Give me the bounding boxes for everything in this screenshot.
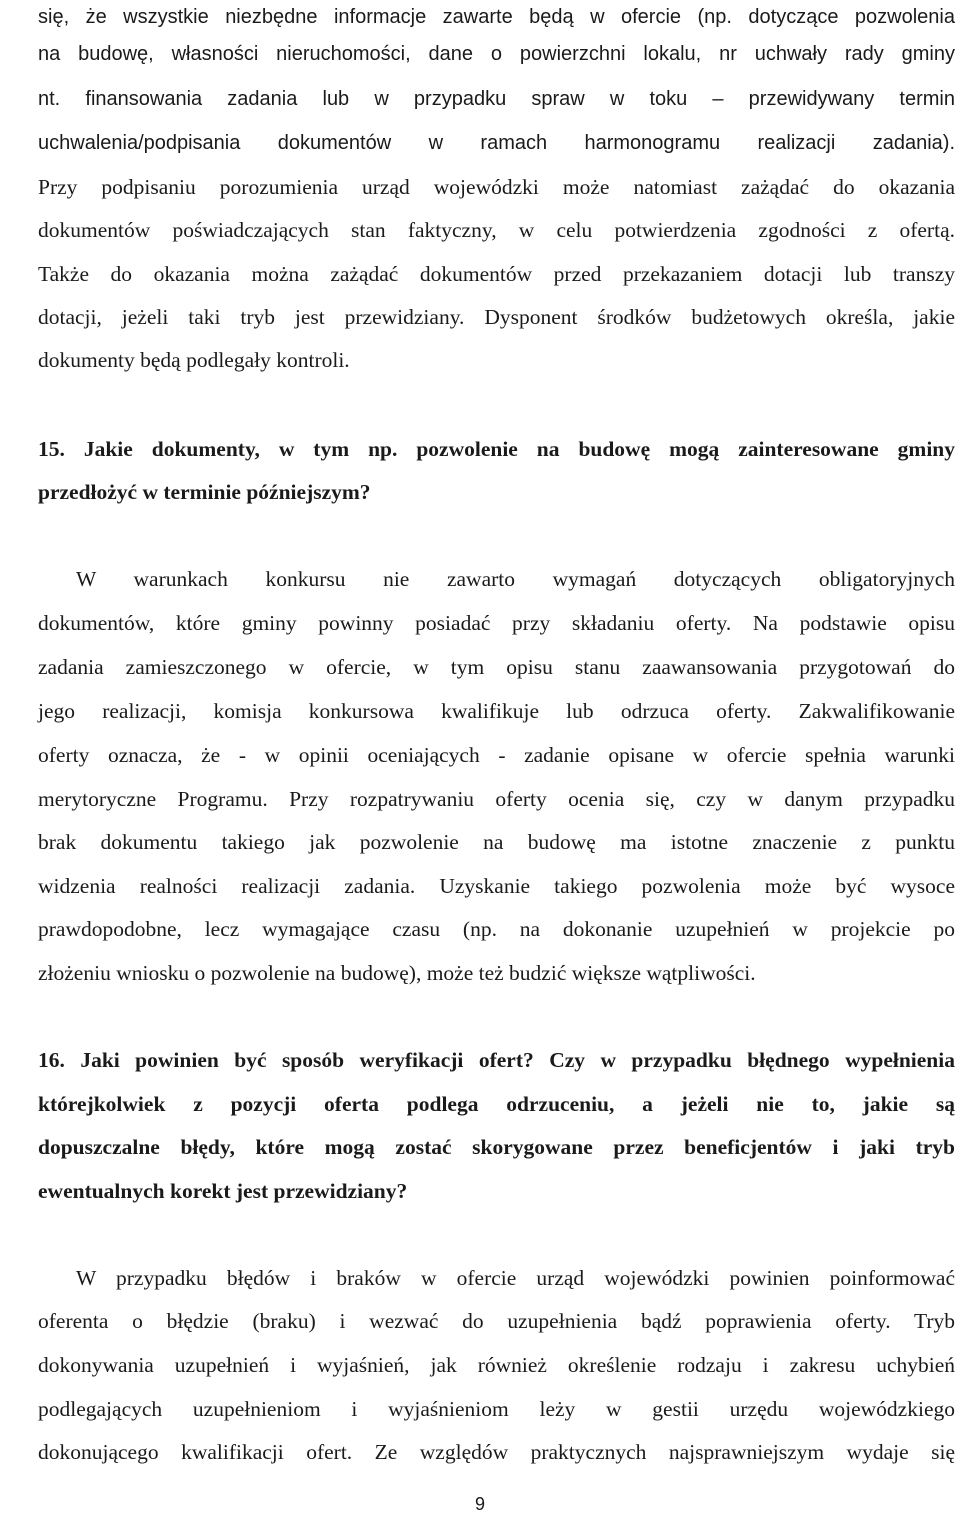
heading-line: przedłożyć w terminie późniejszym? bbox=[38, 480, 371, 504]
text-line: podlegających uzupełnieniom i wyjaśnieniom leży w gestii urzędu wojewódzkiego bbox=[38, 1397, 955, 1421]
page-number: 9 bbox=[474, 1494, 485, 1514]
heading-line: ewentualnych korekt jest przewidziany? bbox=[38, 1179, 408, 1203]
text-line: merytoryczne Programu. Przy rozpatrywaniu oferty ocenia się, czy w danym przypadku bbox=[38, 787, 955, 811]
heading-line: którejkolwiek z pozycji oferta podlega odrzuceniu, a jeżeli nie to, jakie są bbox=[38, 1092, 955, 1116]
text-line: dokonywania uzupełnień i wyjaśnień, jak również określenie rodzaju i zakresu uchybień bbox=[38, 1353, 955, 1377]
heading-line: dopuszczalne błędy, które mogą zostać skorygowane przez beneficjentów i jaki tryb bbox=[38, 1135, 955, 1159]
text-line: zadania zamieszczonego w ofercie, w tym opisu stanu zaawansowania przygotowań do bbox=[38, 655, 955, 679]
text-line: dokumentów, które gminy powinny posiadać przy składaniu oferty. Na podstawie opisu bbox=[38, 611, 955, 635]
text-line: W warunkach konkursu nie zawarto wymagań dotyczących obligatoryjnych bbox=[76, 567, 955, 591]
text-line: prawdopodobne, lecz wymagające czasu (np. na dokonanie uzupełnień w projekcie po bbox=[38, 917, 955, 941]
text-line: się, że wszystkie niezbędne informacje zawarte będą w ofercie (np. dotyczące pozwolenia bbox=[38, 6, 955, 28]
text-line: dotacji, jeżeli taki tryb jest przewidziany. Dysponent środków budżetowych określa, jakie bbox=[38, 305, 955, 329]
text-line: dokumentów poświadczających stan faktyczny, w celu potwierdzenia zgodności z ofertą. bbox=[38, 218, 955, 242]
text-line: widzenia realności realizacji zadania. Uzyskanie takiego pozwolenia może być wysoce bbox=[38, 874, 955, 898]
text-line: złożeniu wniosku o pozwolenie na budowę), może też budzić większe wątpliwości. bbox=[38, 961, 756, 985]
text-line: oferenta o błędzie (braku) i wezwać do uzupełnienia bądź poprawienia oferty. Tryb bbox=[38, 1309, 955, 1333]
text-line: brak dokumentu takiego jak pozwolenie na budowę ma istotne znaczenie z punktu bbox=[38, 830, 955, 854]
heading-line: 16. Jaki powinien być sposób weryfikacji ofert? Czy w przypadku błędnego wypełnienia bbox=[38, 1048, 955, 1072]
text-line: dokonującego kwalifikacji ofert. Ze względów praktycznych najsprawniejszym wydaje się bbox=[38, 1440, 955, 1464]
text-line: jego realizacji, komisja konkursowa kwalifikuje lub odrzuca oferty. Zakwalifikowanie bbox=[38, 699, 955, 723]
text-line: oferty oznacza, że - w opinii oceniających - zadanie opisane w ofercie spełnia warunki bbox=[38, 743, 955, 767]
text-line: na budowę, własności nieruchomości, dane o powierzchni lokalu, nr uchwały rady gminy bbox=[38, 43, 955, 65]
text-line: Przy podpisaniu porozumienia urząd wojewódzki może natomiast zażądać do okazania bbox=[38, 175, 955, 199]
text-line: W przypadku błędów i braków w ofercie urząd wojewódzki powinien poinformować bbox=[76, 1266, 955, 1290]
text-line: uchwalenia/podpisania dokumentów w ramach harmonogramu realizacji zadania). bbox=[38, 132, 955, 154]
text-line: dokumenty będą podlegały kontroli. bbox=[38, 348, 350, 372]
text-line: Także do okazania można zażądać dokumentów przed przekazaniem dotacji lub transzy bbox=[38, 262, 955, 286]
heading-line: 15. Jakie dokumenty, w tym np. pozwolenie na budowę mogą zainteresowane gminy bbox=[38, 437, 955, 461]
text-line: nt. finansowania zadania lub w przypadku spraw w toku – przewidywany termin bbox=[38, 88, 955, 110]
